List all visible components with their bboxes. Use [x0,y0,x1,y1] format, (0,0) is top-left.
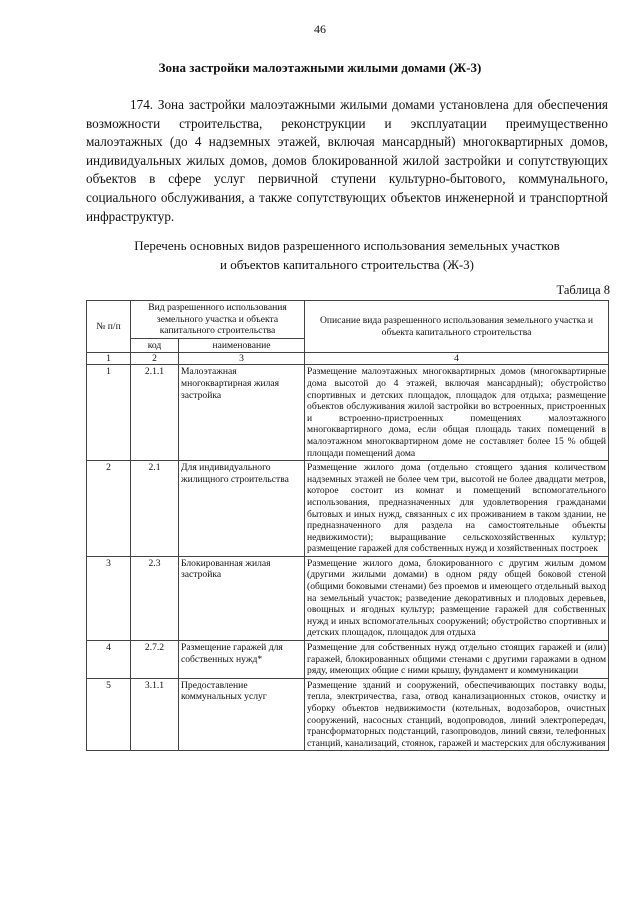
header-kind: Вид разрешенного использования земельного участка и объекта капитального строительства [131,301,305,339]
use-description: Размещение жилого дома, блокированного с другим жилым домом (другими жилыми домами) в одном ряду общей боковой стеной (общими боковыми стенами) без проемов и имеющего отдельный выход на земельный участок; разведение декоративных и плодовых деревьев, овощных и ягодных культур; размещение гаражей для собственных нужд и иных вспомогательных сооружений; обустройство спортивных и детских площадок, площадок для отдыха [305,556,609,640]
column-number: 3 [179,353,305,365]
use-description: Размещение жилого дома (отдельно стоящего здания количеством надземных этажей не более чем три, высотой не более двадцати метров, которое состоит из комнат и помещений вспомогательного использования, предназначенных для удовлетворения гражданами бытовых и иных нужд, связанных с их проживанием в таком здании, не предназначенного для раздела на самостоятельные объекты недвижимости); выращивание сельскохозяйственных культур; размещение гаражей для собственных нужд и хозяйственных построек [305,461,609,557]
row-number: 3 [87,556,131,640]
table-row [87,678,609,751]
list-title-line-1: Перечень основных видов разрешенного использования земельных участков [134,238,560,253]
table-row [87,641,609,679]
use-code: 2.1.1 [131,365,179,461]
table-header-row [87,301,609,339]
table-caption: Таблица 8 [556,283,610,297]
use-name: Предоставление коммунальных услуг [179,678,305,751]
zone-description-paragraph: 174. Зона застройки малоэтажными жилыми домами установлена для обеспечения возможности строительства, реконструкции и эксплуатации преимущественно малоэтажных (до 4 надземных этажей, включая мансардный) многоквартирных домов, индивидуальных жилых домов, домов блокированной жилой застройки и сопутствующих объектов в сфере услуг первичной ступени культурно-бытового, коммунального, социального обслуживания, а также сопутствующих объектов инженерной и транспортной инфраструктур. [86,97,608,224]
section-heading: Зона застройки малоэтажными жилыми домами (Ж-3) [158,60,482,75]
row-number: 2 [87,461,131,557]
table-row [87,365,609,461]
use-name: Размещение гаражей для собственных нужд* [179,641,305,679]
use-name: Блокированная жилая застройка [179,556,305,640]
use-description: Размещение малоэтажных многоквартирных домов (многоквартирные дома высотой до 4 этажей, включая мансардный); обустройство спортивных и детских площадок, площадок для отдыха; размещение объектов обслуживания жилой застройки во встроенных, пристроенных и встроенно-пристроенных помещениях малоэтажного многоквартирного дома, если общая площадь таких помещений в малоэтажном многоквартирном доме не составляет более 15 % общей площади помещений дома [305,365,609,461]
column-number: 1 [87,353,131,365]
use-name: Малоэтажная многоквартирная жилая застройка [179,365,305,461]
use-code: 2.3 [131,556,179,640]
column-number: 4 [305,353,609,365]
permitted-use-table [86,300,609,751]
header-description: Описание вида разрешенного использования земельного участка и объекта капитального строительства [305,301,609,353]
header-name: наименование [179,338,305,353]
header-code: код [131,338,179,353]
row-number: 5 [87,678,131,751]
use-name: Для индивидуального жилищного строительства [179,461,305,557]
header-num: № п/п [87,301,131,353]
page-number: 46 [314,22,326,36]
column-number-row [87,353,609,365]
row-number: 1 [87,365,131,461]
use-code: 2.1 [131,461,179,557]
use-description: Размещение для собственных нужд отдельно стоящих гаражей и (или) гаражей, блокированных общими стенами с другими гаражами в одном ряду, имеющих общие с ними крышу, фундамент и коммуникации [305,641,609,679]
row-number: 4 [87,641,131,679]
use-code: 2.7.2 [131,641,179,679]
table-row [87,461,609,557]
use-description: Размещение зданий и сооружений, обеспечивающих поставку воды, тепла, электричества, газа, отвод канализационных стоков, очистку и уборку объектов недвижимости (котельных, водозаборов, очистных сооружений, насосных станций, водопроводов, линий электропередач, трансформаторных подстанций, газопроводов, линий связи, телефонных станций, канализаций, стоянок, гаражей и мастерских для обслуживания [305,678,609,751]
use-code: 3.1.1 [131,678,179,751]
list-title-line-2: и объектов капитального строительства (Ж-3) [219,256,475,272]
table-row [87,556,609,640]
column-number: 2 [131,353,179,365]
list-title [86,237,608,274]
